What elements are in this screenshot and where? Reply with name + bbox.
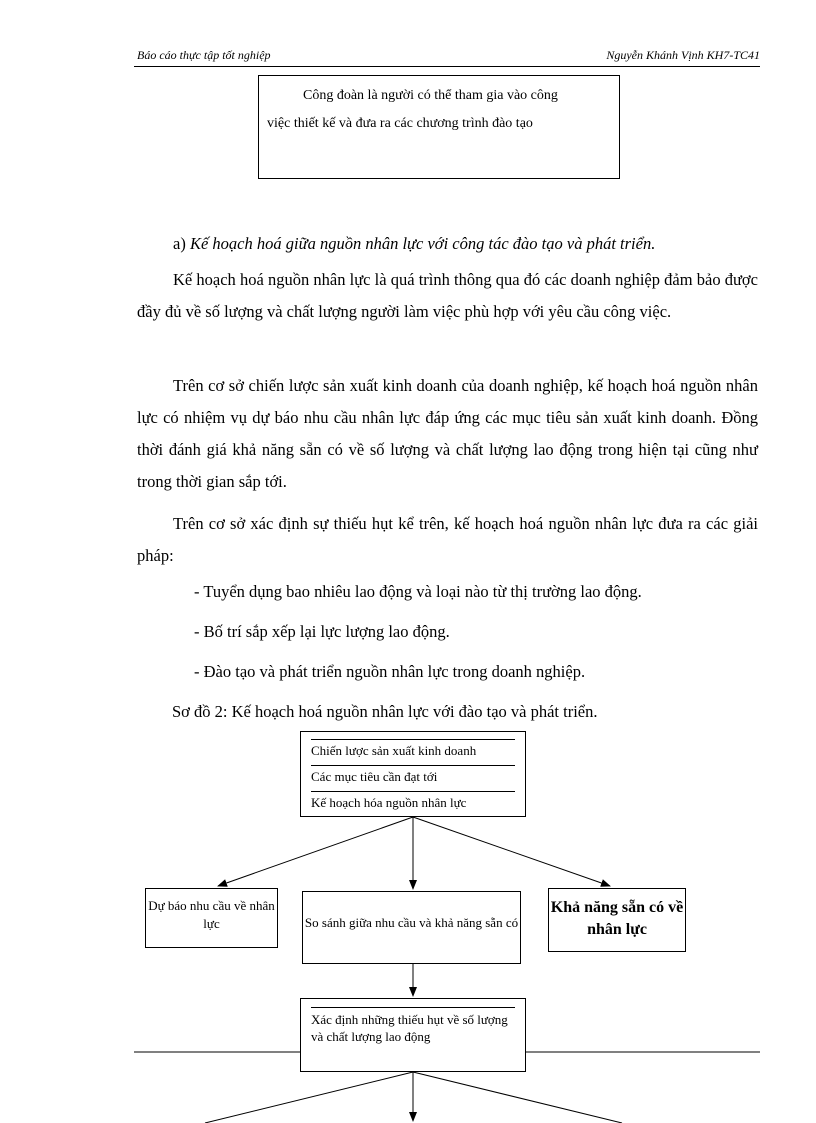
union-note-line1: Công đoàn là người có thể tham gia vào công [303, 88, 558, 103]
shortage-text: Xác định những thiếu hụt về số lượng và chất lượng lao động [311, 1007, 515, 1045]
strategy-box [300, 731, 526, 817]
shortage-box [300, 998, 526, 1072]
union-note-line2: việc thiết kế và đưa ra các chương trình đào tạo [267, 116, 533, 131]
diagram-caption: Sơ đồ 2: Kế hoạch hoá nguồn nhân lực với đào tạo và phát triển. [172, 702, 598, 721]
forecast-box: Dự báo nhu cầu về nhân lực [145, 888, 278, 948]
strategy-row-goals: Các mục tiêu cần đạt tới [311, 765, 515, 788]
compare-box: So sánh giữa nhu cầu và khả năng sẵn có [302, 891, 521, 964]
list-item-training: - Đào tạo và phát triển nguồn nhân lực trong doanh nghiệp. [194, 662, 586, 681]
arrow-to-capacity [413, 817, 610, 886]
arrow-out-left [205, 1072, 413, 1123]
paragraph-3: Trên cơ sở xác định sự thiếu hụt kể trên, kế hoạch hoá nguồn nhân lực đưa ra các giải pháp: [137, 514, 758, 565]
paragraph-1: Kế hoạch hoá nguồn nhân lực là quá trình thông qua đó các doanh nghiệp đảm bảo được đầy đủ về số lượng và chất lượng người làm việc phù hợp với yêu cầu công việc. [137, 270, 758, 321]
paragraph-2: Trên cơ sở chiến lược sản xuất kinh doanh của doanh nghiệp, kế hoạch hoá nguồn nhân lực có nhiệm vụ dự báo nhu cầu nhân lực đáp ứng các mục tiêu sản xuất kinh doanh. Đồng thời đánh giá khả năng sẵn có về số lượng và chất lượng lao động trong hiện tại cũng như trong thời gian sắp tới. [137, 376, 758, 491]
section-a-prefix: a) [173, 234, 190, 253]
header-right: Nguyễn Khánh Vịnh KH7-TC41 [606, 48, 760, 62]
arrow-to-forecast [218, 817, 413, 886]
list-item-recruit: - Tuyển dụng bao nhiêu lao động và loại nào từ thị trường lao động. [194, 582, 642, 601]
strategy-row-hr-plan: Kế hoạch hóa nguồn nhân lực [311, 791, 515, 814]
arrow-out-right [413, 1072, 622, 1123]
strategy-row-business: Chiến lược sản xuất kinh doanh [311, 739, 515, 762]
section-a-title: Kế hoạch hoá giữa nguồn nhân lực với công tác đào tạo và phát triển. [189, 234, 656, 253]
header-left: Báo cáo thực tập tốt nghiệp [137, 48, 271, 62]
list-item-rearrange: - Bố trí sắp xếp lại lực lượng lao động. [194, 622, 450, 641]
capacity-box: Khả năng sẵn có về nhân lực [548, 888, 686, 952]
